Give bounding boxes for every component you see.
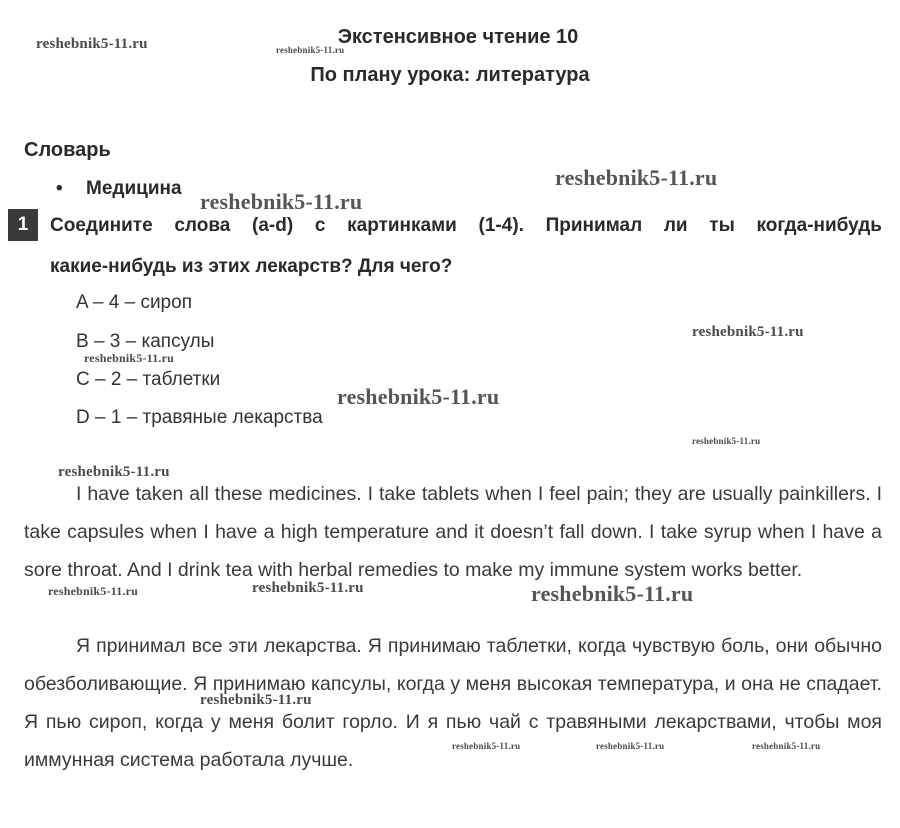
english-answer-paragraph: I have taken all these medicines. I take tablets when I feel pain; they are usually painkillers. I take capsules when I have a high temperature and it doesn’t fall down. I take syrup when I have a sore throat. And I drink tea with herbal remedies to make my immune system works better. (24, 483, 882, 581)
vocabulary-item-label: Медицина (86, 178, 182, 199)
answer-item-c: C – 2 – таблетки (76, 369, 221, 390)
watermark: reshebnik5-11.ru (36, 36, 148, 52)
bullet-icon: • (56, 178, 63, 199)
watermark: reshebnik5-11.ru (84, 351, 174, 365)
russian-answer-paragraph: Я принимал все эти лекарства. Я принимаю таблетки, когда чувствую боль, они обычно обезболивающие. Я принимаю капсулы, когда у меня высокая температура, и она не спадает. Я пью сироп, когда у меня болит горло. И я пью чай с травяными лекарствами, чтобы моя иммунная система работала лучше. (24, 635, 882, 771)
exercise-number-badge: 1 (8, 209, 38, 241)
answer-item-a: A – 4 – сироп (76, 292, 192, 313)
watermark: reshebnik5-11.ru (596, 741, 665, 751)
vocabulary-heading: Словарь (24, 139, 111, 161)
answer-item-b: B – 3 – капсулы (76, 331, 215, 352)
watermark: reshebnik5-11.ru (252, 580, 364, 596)
watermark: reshebnik5-11.ru (692, 436, 761, 446)
vocabulary-item (56, 178, 182, 200)
watermark: reshebnik5-11.ru (752, 741, 821, 751)
watermark: reshebnik5-11.ru (200, 692, 312, 708)
exercise-task-line-2: какие-нибудь из этих лекарств? Для чего? (50, 256, 453, 277)
watermark: reshebnik5-11.ru (276, 45, 345, 55)
watermark: reshebnik5-11.ru (48, 584, 138, 598)
page-subtitle: По плану урока: литература (310, 64, 590, 86)
watermark: reshebnik5-11.ru (200, 189, 363, 214)
watermark: reshebnik5-11.ru (58, 464, 170, 480)
watermark: reshebnik5-11.ru (531, 581, 694, 606)
answer-item-d: D – 1 – травяные лекарства (76, 407, 323, 428)
watermark: reshebnik5-11.ru (452, 741, 521, 751)
watermark: reshebnik5-11.ru (337, 384, 500, 409)
page-title: Экстенсивное чтение 10 (337, 26, 579, 48)
exercise-task-line-1: Соедините слова (a-d) с картинками (1-4). Принимал ли ты когда-нибудь (50, 215, 882, 236)
watermark: reshebnik5-11.ru (692, 324, 804, 340)
watermark: reshebnik5-11.ru (555, 165, 718, 190)
